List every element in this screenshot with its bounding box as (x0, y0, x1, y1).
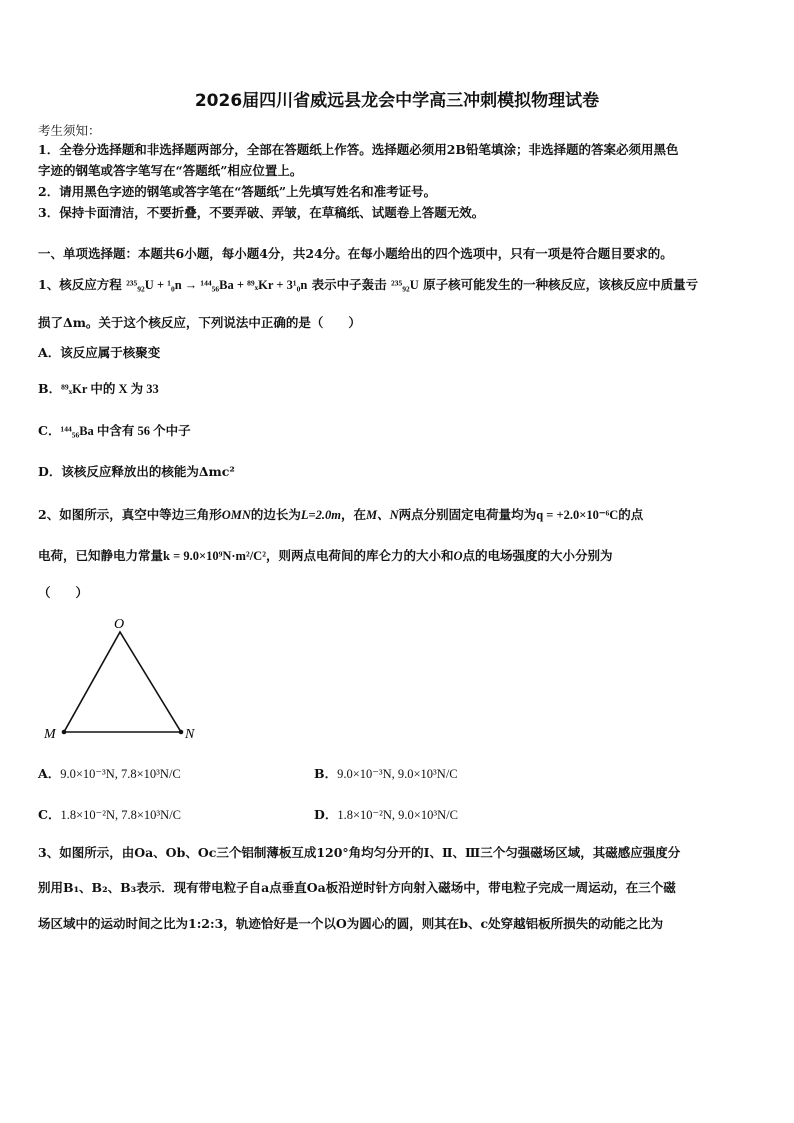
option-text: ¹⁴⁴₅₆Ba 中含有 56 个中子 (60, 424, 191, 438)
option-text: 1.8×10⁻²N, 9.0×10³N/C (337, 808, 458, 822)
q2-text: 两点分别固定电荷量均为 (398, 507, 537, 522)
q2-text: 的点 (618, 507, 644, 522)
question-2-line-2 (38, 545, 760, 567)
option-text: 9.0×10⁻³N, 7.8×10³N/C (60, 767, 181, 781)
question-2-option-a[interactable] (38, 764, 181, 782)
label-m: M (44, 727, 56, 742)
option-text: 该核反应释放出的核能为Δmc² (61, 464, 235, 479)
question-2-option-b[interactable] (314, 764, 458, 782)
question-1-prefix: 1、核反应方程 (38, 277, 122, 292)
notice-item-2: 2．请用黑色字迹的钢笔或答字笔在“答题纸”上先填写姓名和准考证号。 (38, 184, 437, 199)
question-1-suffix: 原子核可能发生的一种核反应，该核反应中质量亏 (423, 277, 699, 292)
notice-item-1: 1．全卷分选择题和非选择题两部分，全部在答题纸上作答。选择题必须用2B铅笔填涂；非选择题的答案必须用黑色 (38, 142, 679, 157)
option-text: 9.0×10⁻³N, 9.0×10³N/C (337, 767, 458, 781)
point-n (179, 730, 184, 735)
option-label: A． (38, 345, 61, 360)
section-heading: 一、单项选择题：本题共6小题，每小题4分，共24分。在每小题给出的四个选项中，只有一项是符合题目要求的。 (38, 246, 673, 261)
question-1-line-1 (38, 274, 760, 296)
notice-heading: 考生须知： (38, 123, 101, 138)
triangle-omn (64, 632, 181, 732)
option-text: ⁸⁹ₓKr 中的 X 为 33 (61, 382, 159, 396)
question-1-option-b[interactable] (38, 378, 760, 400)
option-label: D． (314, 807, 338, 822)
option-label: B． (38, 381, 62, 396)
question-1-option-a[interactable] (38, 342, 760, 363)
q2-text: 的边长为 (250, 507, 301, 522)
notice-item-1-cont: 字迹的钢笔或答字笔写在“答题纸”相应位置上。 (38, 163, 303, 178)
page-title: 2026届四川省威远县龙会中学高三冲刺模拟物理试卷 (194, 91, 600, 111)
question-3-line-3: 场区域中的运动时间之比为1:2:3，轨迹恰好是一个以O为圆心的圆，则其在b、c处穿越铝板所损失的动能之比为 (38, 916, 664, 931)
question-2-line-1 (38, 504, 760, 526)
triangle-diagram (40, 612, 220, 747)
label-n: N (185, 727, 195, 742)
q2-text: 2、如图所示，真空中等边三角形 (38, 507, 222, 522)
question-1-nuclide: ²³⁵₉₂U (391, 278, 419, 292)
question-2-line-3: （ ） (38, 585, 89, 600)
option-label: C． (38, 423, 61, 438)
q2-text: 电荷，已知静电力常量 (38, 548, 164, 563)
option-label: C． (38, 807, 61, 822)
question-3-line-2: 别用B₁、B₂、B₃表示．现有带电粒子自a点垂直Oa板沿逆时针方向射入磁场中，带电粒子完成一周运动，在三个磁 (38, 880, 676, 895)
notice-item-3: 3．保持卡面清洁，不要折叠，不要弄破、弄皱，在草稿纸、试题卷上答题无效。 (38, 205, 485, 220)
question-1-line-2: 损了Δm。关于这个核反应，下列说法中正确的是（ ） (38, 315, 361, 330)
question-2-option-c[interactable] (38, 805, 181, 823)
q2-length: L=2.0m (300, 508, 341, 522)
option-label: A． (38, 766, 61, 781)
q2-text: ，在 (341, 507, 367, 522)
question-3-line-1: 3、如图所示，由Oa、Ob、Oc三个铝制薄板互成120°角均匀分开的Ⅰ、Ⅱ、Ⅲ三个匀强磁场区域，其磁感应强度分 (38, 845, 681, 860)
option-label: D． (38, 464, 62, 479)
question-1-mid: 表示中子轰击 (311, 277, 387, 292)
point-m (62, 730, 67, 735)
question-1-equation: ²³⁵₉₂U + ¹₀n → ¹⁴⁴₅₆Ba + ⁸⁹ₓKr + 3¹₀n (126, 278, 308, 292)
q2-constant: k = 9.0×10⁹N·m²/C² (163, 549, 266, 563)
option-label: B． (314, 766, 338, 781)
q2-omn: OMN (221, 508, 251, 522)
q2-mn: M、N (366, 508, 399, 522)
option-text: 1.8×10⁻²N, 7.8×10³N/C (60, 808, 182, 822)
question-2-option-d[interactable] (314, 805, 458, 823)
q2-text: 点的电场强度的大小分别为 (462, 548, 613, 563)
question-1-option-d[interactable] (38, 461, 760, 482)
q2-point-o: O (453, 549, 463, 563)
question-1-option-c[interactable] (38, 420, 760, 442)
label-o: O (114, 617, 125, 632)
option-text: 该反应属于核聚变 (60, 345, 161, 360)
q2-charge: q = +2.0×10⁻⁶C (536, 508, 619, 522)
q2-text: ，则两点电荷间的库仑力的大小和 (265, 548, 454, 563)
